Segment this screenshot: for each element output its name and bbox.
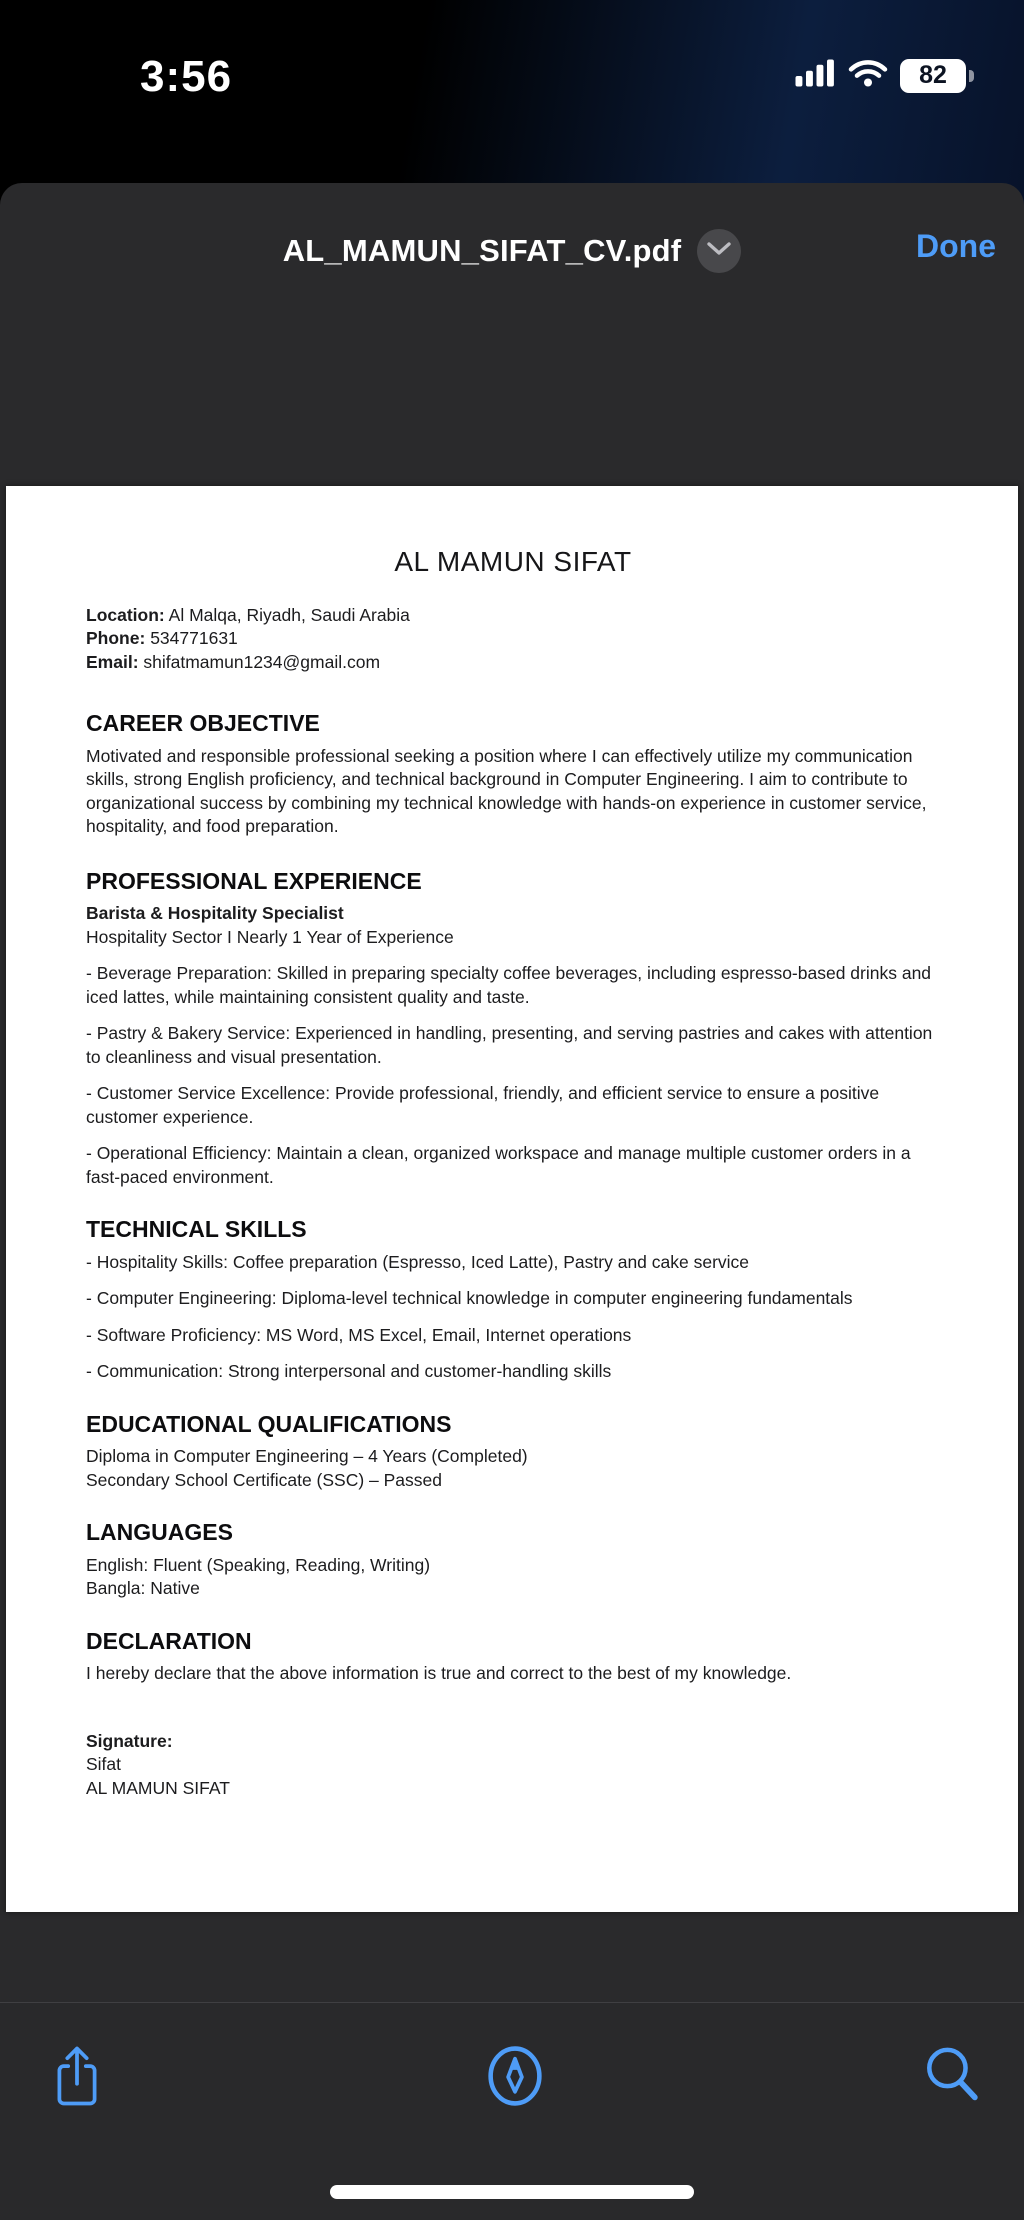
section-heading: CAREER OBJECTIVE bbox=[86, 710, 320, 736]
section-professional-experience bbox=[86, 867, 940, 1190]
search-icon bbox=[922, 2093, 980, 2108]
markup-pen-icon bbox=[484, 2097, 546, 2112]
experience-bullet: - Customer Service Excellence: Provide professional, friendly, and efficient service to ensure a positive customer experience. bbox=[86, 1083, 880, 1127]
contact-phone: Phone: 534771631 bbox=[86, 628, 238, 648]
education-line: Diploma in Computer Engineering – 4 Years (Completed) bbox=[86, 1446, 528, 1466]
home-indicator[interactable] bbox=[330, 2185, 694, 2199]
education-line: Secondary School Certificate (SSC) – Passed bbox=[86, 1469, 442, 1490]
contact-email: Email: shifatmamun1234@gmail.com bbox=[86, 651, 381, 672]
file-options-button[interactable] bbox=[697, 229, 741, 273]
section-heading: TECHNICAL SKILLS bbox=[86, 1216, 307, 1242]
status-bar bbox=[0, 0, 1024, 110]
battery-icon bbox=[900, 59, 966, 93]
section-heading: LANGUAGES bbox=[86, 1519, 233, 1545]
language-line: Bangla: Native bbox=[86, 1578, 200, 1598]
signature-block bbox=[86, 1730, 940, 1801]
signature-name: Sifat bbox=[86, 1754, 122, 1774]
search-button[interactable] bbox=[916, 2037, 986, 2114]
job-subtitle: Hospitality Sector I Nearly 1 Year of Experience bbox=[86, 926, 454, 947]
done-button[interactable]: Done bbox=[916, 228, 996, 264]
declaration-body: I hereby declare that the above information is true and correct to the best of my knowledge. bbox=[86, 1663, 792, 1683]
section-declaration bbox=[86, 1627, 940, 1686]
skill-bullet: - Software Proficiency: MS Word, MS Excel, Email, Internet operations bbox=[86, 1324, 632, 1345]
chevron-down-icon bbox=[706, 241, 732, 260]
skill-bullet: - Computer Engineering: Diploma-level technical knowledge in computer engineering fundamentals bbox=[86, 1288, 853, 1308]
share-button[interactable] bbox=[44, 2037, 110, 2118]
experience-bullet: - Operational Efficiency: Maintain a clean, organized workspace and manage multiple customer orders in a fast-paced environment. bbox=[86, 1143, 911, 1187]
section-education bbox=[86, 1410, 940, 1493]
signature-label: Signature: bbox=[86, 1730, 173, 1751]
section-heading: EDUCATIONAL QUALIFICATIONS bbox=[86, 1410, 452, 1437]
battery-percent: 82 bbox=[919, 61, 947, 89]
experience-bullet: - Pastry & Bakery Service: Experienced in handling, presenting, and serving pastries and cakes with attention to cleanliness and visual presentation. bbox=[86, 1023, 933, 1067]
markup-button[interactable] bbox=[478, 2037, 552, 2118]
section-career-objective bbox=[86, 712, 940, 839]
career-objective-body: Motivated and responsible professional seeking a position where I can effectively utilize my communication skills, strong English proficiency, and technical background in Computer Engineering. I aim to contribute to organizational success by combining my technical knowledge with hands-on experience in customer service, hospitality, and food preparation. bbox=[86, 745, 927, 836]
language-line: English: Fluent (Speaking, Reading, Writing) bbox=[86, 1554, 431, 1575]
skill-bullet: - Hospitality Skills: Coffee preparation (Espresso, Iced Latte), Pastry and cake service bbox=[86, 1251, 750, 1272]
cellular-signal-icon bbox=[794, 58, 836, 93]
status-icons bbox=[794, 58, 966, 93]
section-heading: PROFESSIONAL EXPERIENCE bbox=[86, 867, 422, 894]
share-icon bbox=[50, 2097, 104, 2112]
section-technical-skills bbox=[86, 1218, 940, 1384]
signature-full-name: AL MAMUN SIFAT bbox=[86, 1777, 230, 1798]
job-title: Barista & Hospitality Specialist bbox=[86, 903, 344, 923]
section-heading: DECLARATION bbox=[86, 1627, 252, 1654]
contact-block bbox=[86, 604, 940, 675]
preview-sheet bbox=[0, 183, 1024, 2220]
cv-name-title: AL MAMUN SIFAT bbox=[394, 546, 632, 577]
preview-header bbox=[0, 183, 1024, 318]
section-languages bbox=[86, 1521, 940, 1601]
file-title: AL_MAMUN_SIFAT_CV.pdf bbox=[282, 232, 682, 268]
skill-bullet: - Communication: Strong interpersonal and customer-handling skills bbox=[86, 1361, 612, 1381]
wifi-icon bbox=[848, 58, 888, 93]
clock: 3:56 bbox=[140, 52, 233, 101]
experience-bullet: - Beverage Preparation: Skilled in preparing specialty coffee beverages, including espresso-based drinks and iced lattes, while maintaining consistent quality and taste. bbox=[86, 963, 932, 1007]
pdf-page[interactable] bbox=[6, 486, 1018, 1912]
contact-location: Location: Al Malqa, Riyadh, Saudi Arabia bbox=[86, 604, 410, 625]
